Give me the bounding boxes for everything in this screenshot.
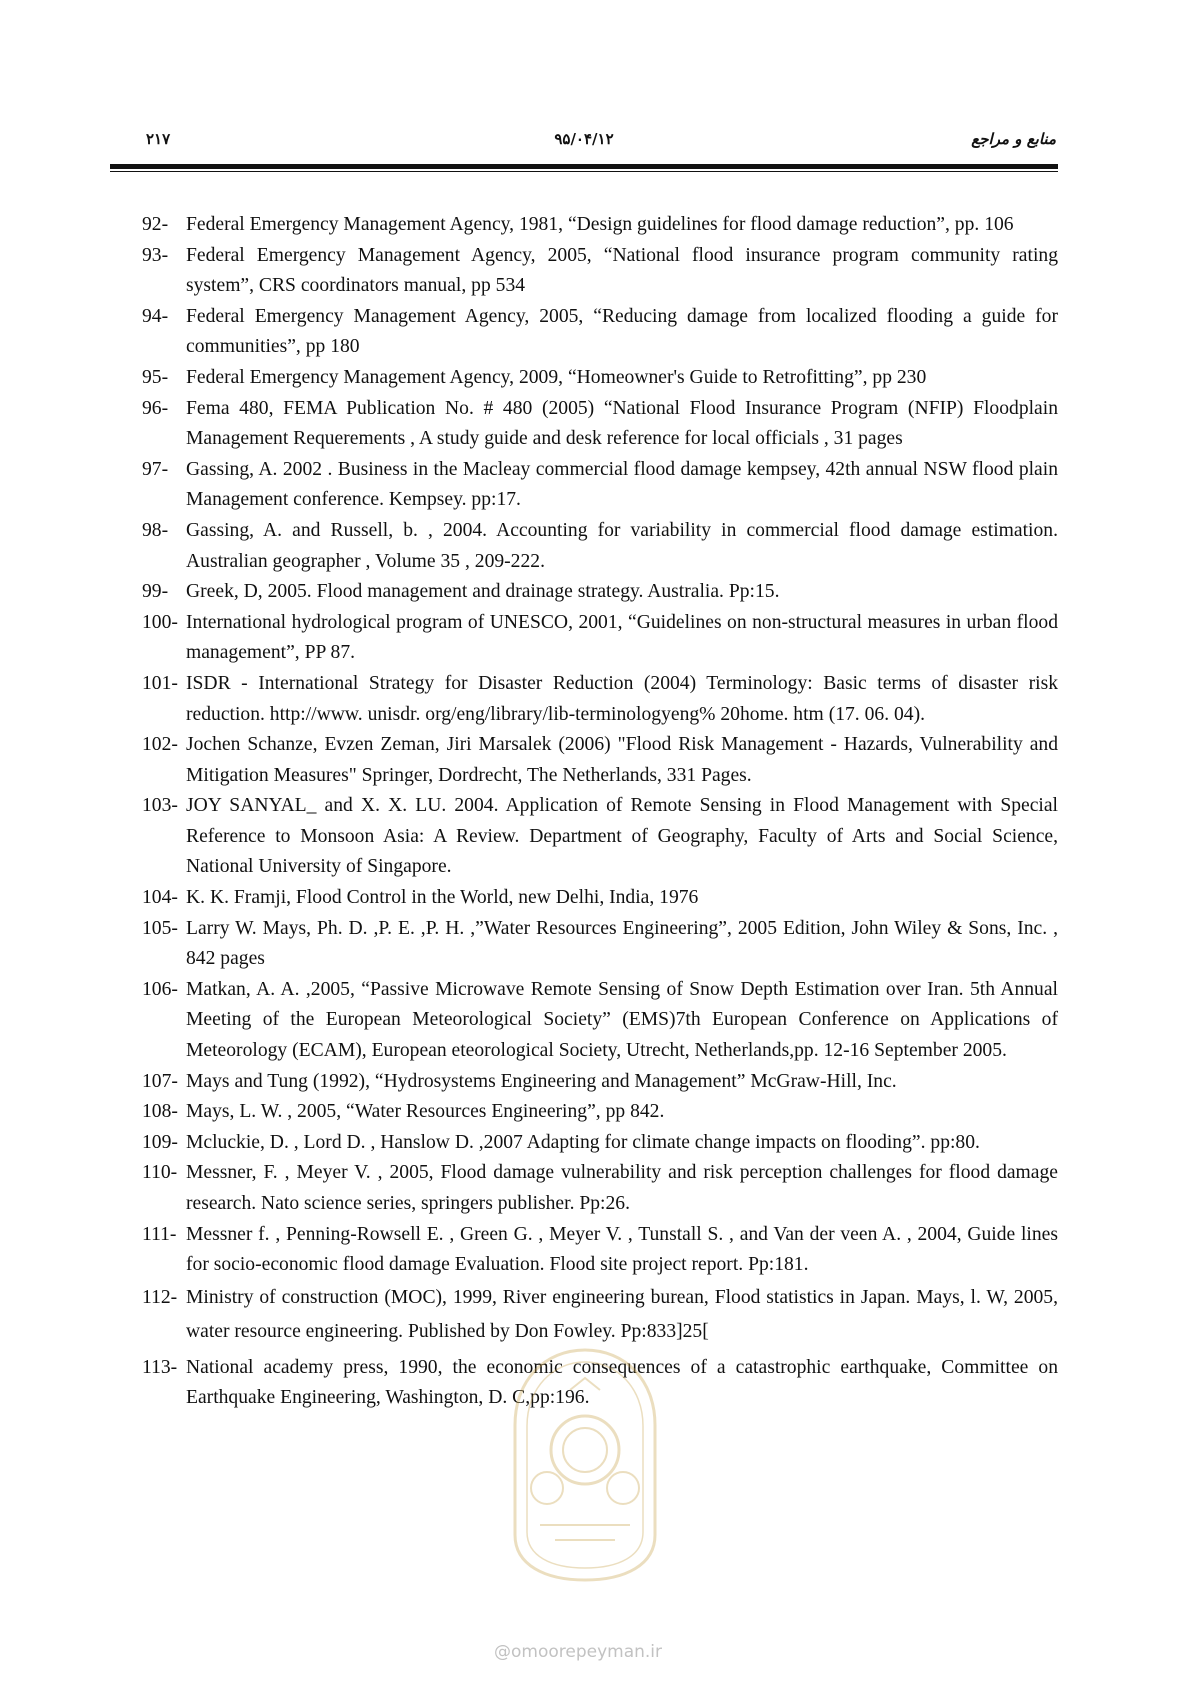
reference-item <box>142 975 1058 1067</box>
reference-item <box>142 1067 1058 1098</box>
reference-number: 101- <box>142 672 178 694</box>
reference-text: Ministry of construction (MOC), 1999, River engineering burean, Flood statistics in Japan. Mays, l. W, 2005, water resource engineering. Published by Don Fowley. Pp:833]25[ <box>186 1286 1058 1342</box>
reference-number: 102- <box>142 734 178 756</box>
header-rule-thick <box>110 164 1058 169</box>
reference-item <box>142 1158 1058 1219</box>
reference-text: Greek, D, 2005. Flood management and drainage strategy. Australia. Pp:15. <box>186 581 780 603</box>
header-date: ۹۵/۰۴/۱۲ <box>554 130 614 148</box>
reference-item <box>142 1128 1058 1159</box>
reference-text: ISDR - International Strategy for Disaster Reduction (2004) Terminology: Basic terms of disaster risk reduction. http://www. unisdr. org/eng/library/lib-terminologyeng% 20home. htm (17. 06. 04). <box>186 672 1058 725</box>
reference-number: 100- <box>142 611 178 633</box>
reference-number: 109- <box>142 1131 178 1153</box>
reference-item <box>142 914 1058 975</box>
reference-text: Gassing, A. 2002 . Business in the Macleay commercial flood damage kempsey, 42th annual NSW flood plain Management conference. Kempsey. pp:17. <box>186 458 1058 511</box>
reference-text: Messner f. , Penning-Rowsell E. , Green G. , Meyer V. , Tunstall S. , and Van der veen A. , 2004, Guide lines for socio-economic flood damage Evaluation. Flood site project report. Pp:181. <box>186 1223 1058 1276</box>
reference-list <box>142 210 1058 1414</box>
reference-text: Matkan, A. A. ,2005, “Passive Microwave Remote Sensing of Snow Depth Estimation over Iran. 5th Annual Meeting of the European Meteorological Society” (EMS)7th European Conference on Applications of Meteorology (ECAM), European eteorological Society, Utrecht, Netherlands,pp. 12-16 September 2005. <box>186 978 1058 1062</box>
reference-text: Fema 480, FEMA Publication No. # 480 (2005) “National Flood Insurance Program (NFIP) Floodplain Management Requerements , A study guide and desk reference for local officials , 31 pages <box>186 397 1058 450</box>
reference-item <box>142 669 1058 730</box>
reference-number: 98- <box>142 519 169 541</box>
reference-number: 105- <box>142 917 178 939</box>
reference-item <box>142 394 1058 455</box>
reference-text: Federal Emergency Management Agency, 1981, “Design guidelines for flood damage reduction”, pp. 106 <box>186 214 1014 235</box>
reference-item <box>142 302 1058 363</box>
page-number: ۲۱۷ <box>146 130 171 148</box>
reference-item <box>142 791 1058 883</box>
reference-item <box>142 883 1058 914</box>
reference-number: 107- <box>142 1070 178 1092</box>
reference-number: 112- <box>142 1286 178 1308</box>
reference-text: Mcluckie, D. , Lord D. , Hanslow D. ,2007 Adapting for climate change impacts on flooding”. pp:80. <box>186 1131 980 1153</box>
reference-item <box>142 1220 1058 1281</box>
reference-number: 97- <box>142 458 169 480</box>
reference-item <box>142 363 1058 394</box>
reference-number: 96- <box>142 397 169 419</box>
reference-item <box>142 1097 1058 1128</box>
reference-number: 113- <box>142 1356 178 1378</box>
reference-text: National academy press, 1990, the economic consequences of a catastrophic earthquake, Committee on Earthquake Engineering, Washington, D. C,pp:196. <box>186 1356 1058 1409</box>
section-title: منابع و مراجع <box>971 130 1056 148</box>
reference-item <box>142 577 1058 608</box>
reference-text: Jochen Schanze, Evzen Zeman, Jiri Marsalek (2006) "Flood Risk Management - Hazards, Vulnerability and Mitigation Measures" Springer, Dordrecht, The Netherlands, 331 Pages. <box>186 734 1058 786</box>
reference-text: Mays and Tung (1992), “Hydrosystems Engineering and Management” McGraw-Hill, Inc. <box>186 1070 897 1092</box>
reference-item <box>142 608 1058 669</box>
reference-number: 93- <box>142 244 169 266</box>
reference-number: 103- <box>142 795 178 817</box>
reference-number: 108- <box>142 1101 178 1123</box>
reference-number: 95- <box>142 366 169 388</box>
reference-text: JOY SANYAL_ and X. X. LU. 2004. Application of Remote Sensing in Flood Management with Special Reference to Monsoon Asia: A Review. Department of Geography, Faculty of Arts and Social Science, National University of Singapore. <box>186 795 1058 878</box>
reference-number: 111- <box>142 1223 177 1245</box>
reference-number: 94- <box>142 305 169 327</box>
header-rule-thin <box>110 171 1058 172</box>
reference-text: Federal Emergency Management Agency, 2005, “Reducing damage from localized flooding a guide for communities”, pp 180 <box>186 305 1058 358</box>
reference-text: Messner, F. , Meyer V. , 2005, Flood damage vulnerability and risk perception challenges for flood damage research. Nato science series, springers publisher. Pp:26. <box>186 1162 1058 1214</box>
reference-number: 92- <box>142 214 169 235</box>
reference-number: 110- <box>142 1162 178 1184</box>
reference-number: 106- <box>142 978 178 1000</box>
watermark-seal-icon <box>485 1330 685 1592</box>
reference-text: International hydrological program of UNESCO, 2001, “Guidelines on non-structural measures in urban flood management”, PP 87. <box>186 611 1058 664</box>
page-header <box>110 126 1058 160</box>
reference-item <box>142 210 1058 241</box>
reference-item <box>142 455 1058 516</box>
reference-number: 104- <box>142 887 178 909</box>
reference-item <box>142 730 1058 791</box>
watermark-site-text: @omoorepeyman.ir <box>494 1642 663 1662</box>
reference-text: Federal Emergency Management Agency, 2009, “Homeowner's Guide to Retrofitting”, pp 230 <box>186 366 927 388</box>
reference-number: 99- <box>142 581 169 603</box>
reference-text: K. K. Framji, Flood Control in the World, new Delhi, India, 1976 <box>186 887 699 909</box>
reference-item <box>142 241 1058 302</box>
reference-text: Gassing, A. and Russell, b. , 2004. Accounting for variability in commercial flood damage estimation. Australian geographer , Volume 35 , 209-222. <box>186 519 1058 572</box>
reference-item <box>142 516 1058 577</box>
reference-text: Mays, L. W. , 2005, “Water Resources Engineering”, pp 842. <box>186 1101 665 1123</box>
reference-text: Larry W. Mays, Ph. D. ,P. E. ,P. H. ,”Water Resources Engineering”, 2005 Edition, John Wiley & Sons, Inc. , 842 pages <box>186 917 1058 970</box>
reference-text: Federal Emergency Management Agency, 2005, “National flood insurance program community rating system”, CRS coordinators manual, pp 534 <box>186 244 1058 297</box>
